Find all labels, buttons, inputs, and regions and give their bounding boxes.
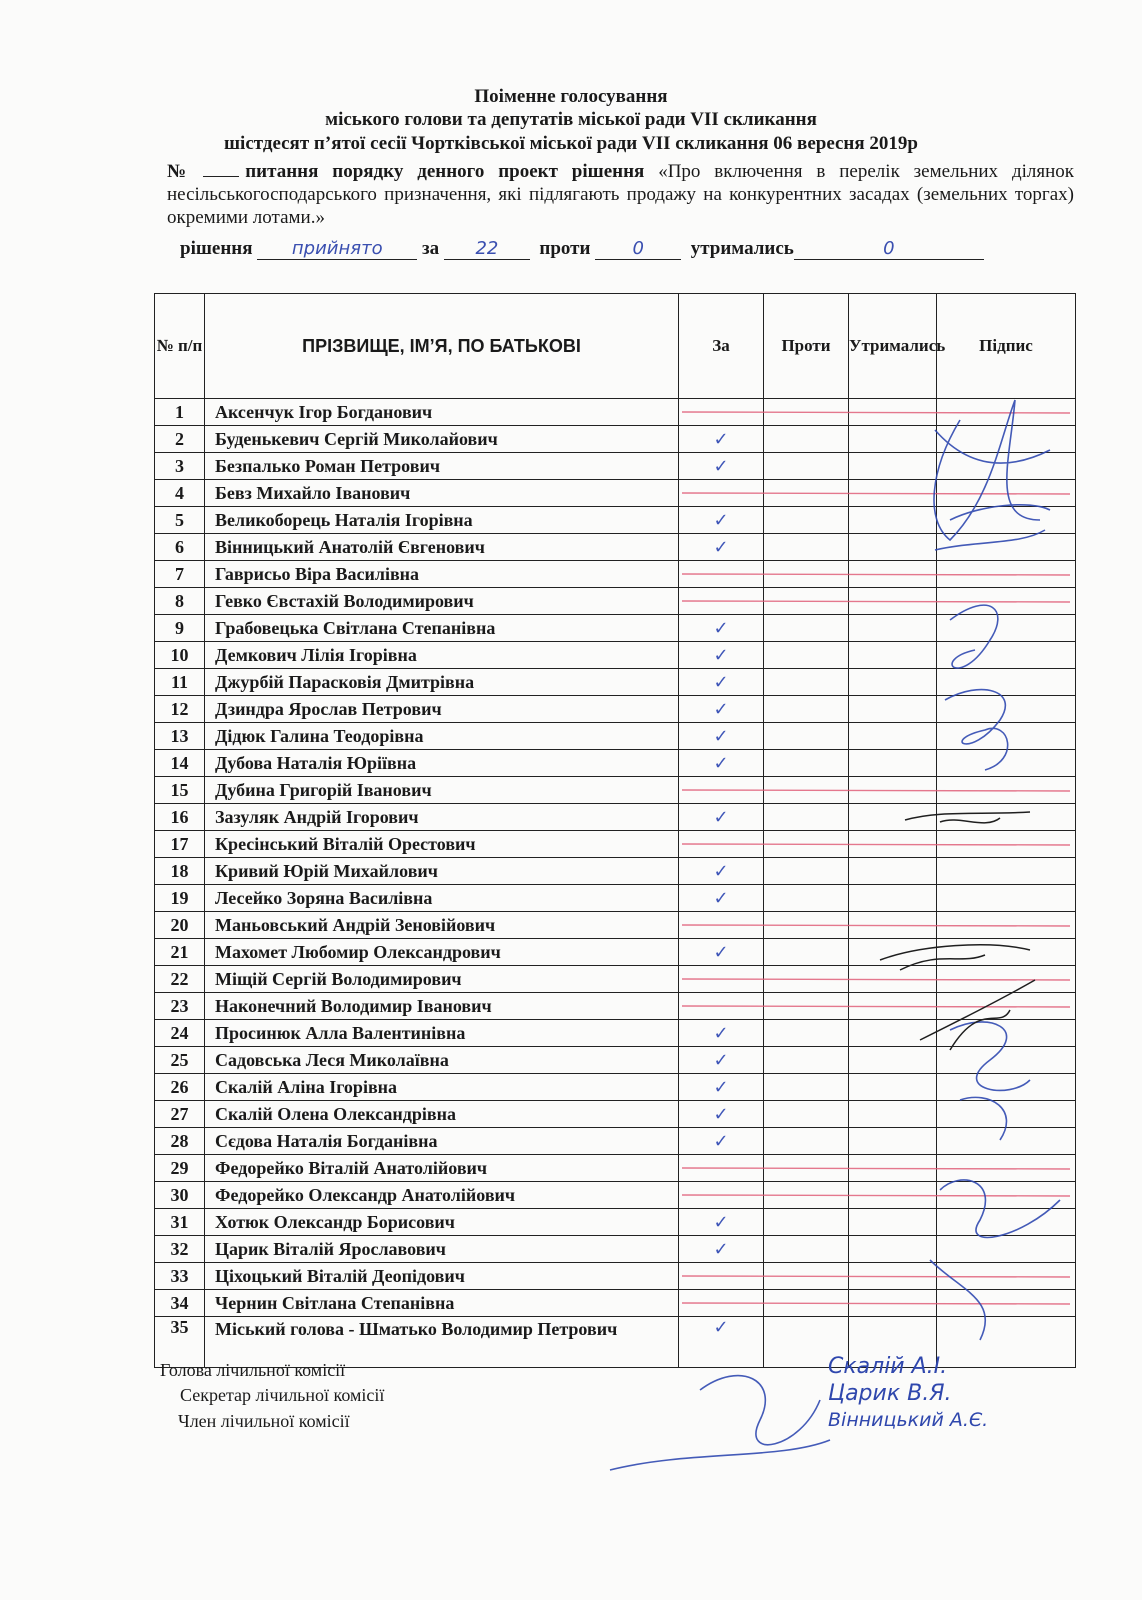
session-line: шістдесят п’ятої сесії Чортківської міської ради VII скликання 06 вересня 2019р [224, 133, 918, 154]
row-number: 32 [155, 1236, 205, 1263]
row-name: Скалій Олена Олександрівна [205, 1101, 679, 1128]
strike-line [682, 1303, 1070, 1304]
black-signatures [880, 812, 1035, 1050]
row-vote-for: ✓ [679, 453, 764, 480]
header-name: ПРІЗВИЩЕ, ІМ’Я, ПО БАТЬКОВІ [205, 294, 679, 399]
row-vote-for: ✓ [679, 696, 764, 723]
row-name: Наконечний Володимир Іванович [205, 993, 679, 1020]
row-number: 29 [155, 1155, 205, 1182]
signature-scribble-2 [935, 505, 1050, 550]
secretary-label: Секретар лічильної комісії [180, 1385, 385, 1405]
row-vote-for: ✓ [679, 804, 764, 831]
header-abstain: Утримались [849, 294, 937, 399]
row-vote-for: ✓ [679, 1074, 764, 1101]
row-name: Дубина Григорій Іванович [205, 777, 679, 804]
chair-name: Скалій А.І. [828, 1354, 948, 1379]
row-name: Скалій Аліна Ігорівна [205, 1074, 679, 1101]
row-name: Бевз Михайло Іванович [205, 480, 679, 507]
question-number-label: № [167, 161, 196, 182]
doc-title: Поіменне голосування [474, 86, 668, 107]
row-number: 4 [155, 480, 205, 507]
strike-line [682, 979, 1070, 980]
row-vote-for: ✓ [679, 426, 764, 453]
row-name: Дідюк Галина Теодорівна [205, 723, 679, 750]
question-label: питання порядку денного проект рішення [245, 161, 645, 182]
row-name: Демкович Лілія Ігорівна [205, 642, 679, 669]
header-num: № п/п [155, 294, 205, 399]
header-against: Проти [764, 294, 849, 399]
row-name: Ціхоцький Віталій Деопідович [205, 1263, 679, 1290]
row-name: Садовська Леся Миколаївна [205, 1047, 679, 1074]
row-number: 5 [155, 507, 205, 534]
row-vote-for: ✓ [679, 1020, 764, 1047]
row-number: 1 [155, 399, 205, 426]
row-number: 12 [155, 696, 205, 723]
strike-line [682, 925, 1070, 926]
row-number: 27 [155, 1101, 205, 1128]
row-number: 22 [155, 966, 205, 993]
strike-line [682, 1276, 1070, 1277]
row-name: Гаврисьо Віра Василівна [205, 561, 679, 588]
row-number: 14 [155, 750, 205, 777]
row-number: 28 [155, 1128, 205, 1155]
secretary-name: Царик В.Я. [828, 1381, 952, 1406]
row-vote-for: ✓ [679, 885, 764, 912]
row-vote-for: ✓ [679, 534, 764, 561]
for-count: 22 [444, 238, 530, 260]
row-name: Чернин Світлана Степанівна [205, 1290, 679, 1317]
row-name: Махомет Любомир Олександрович [205, 939, 679, 966]
row-number: 24 [155, 1020, 205, 1047]
row-vote-for: ✓ [679, 1101, 764, 1128]
row-number: 7 [155, 561, 205, 588]
row-vote-for: ✓ [679, 1209, 764, 1236]
black-signature-1 [905, 812, 1030, 823]
row-vote-for: ✓ [679, 750, 764, 777]
row-number: 3 [155, 453, 205, 480]
row-number: 6 [155, 534, 205, 561]
signature-scribble-3 [945, 605, 1008, 770]
row-name: Джурбій Парасковія Дмитрівна [205, 669, 679, 696]
row-name: Дзиндра Ярослав Петрович [205, 696, 679, 723]
row-number: 23 [155, 993, 205, 1020]
row-number: 26 [155, 1074, 205, 1101]
strike-line [682, 1006, 1070, 1007]
row-number: 19 [155, 885, 205, 912]
row-vote-for: ✓ [679, 1047, 764, 1074]
row-name: Маньовський Андрій Зеновійович [205, 912, 679, 939]
strike-line [682, 1195, 1070, 1196]
row-number: 17 [155, 831, 205, 858]
member-name: Вінницький А.Є. [828, 1409, 989, 1431]
decision-value: прийнято [257, 238, 417, 260]
signature-scribbles [610, 400, 1060, 1470]
row-vote-for: ✓ [679, 507, 764, 534]
row-name: Федорейко Олександр Анатолійович [205, 1182, 679, 1209]
against-count: 0 [595, 238, 681, 260]
row-name: Дубова Наталія Юріївна [205, 750, 679, 777]
row-name: Буденькевич Сергій Миколайович [205, 426, 679, 453]
row-number: 30 [155, 1182, 205, 1209]
row-vote-for: ✓ [679, 858, 764, 885]
row-name: Грабовецька Світлана Степанівна [205, 615, 679, 642]
row-number: 9 [155, 615, 205, 642]
abstain-label: утримались [690, 238, 794, 259]
row-vote-for: ✓ [679, 939, 764, 966]
row-number: 20 [155, 912, 205, 939]
row-number: 10 [155, 642, 205, 669]
row-name: Гевко Євстахій Володимирович [205, 588, 679, 615]
signature-scribble-5 [930, 1180, 1060, 1340]
for-label: за [422, 238, 440, 259]
member-label: Член лічильної комісії [178, 1411, 350, 1431]
row-vote-for: ✓ [679, 1236, 764, 1263]
row-vote-for: ✓ [679, 615, 764, 642]
row-name: Міський голова - Шматько Володимир Петрович [205, 1317, 679, 1368]
strike-line [682, 493, 1070, 494]
black-signature-3 [920, 980, 1035, 1050]
question-text: «Про включення в перелік земельних ділянок несільськогосподарського призначення, які підлягають продажу на конкурентних засадах (земельних торгах) окремими лотами.» [167, 161, 1075, 228]
row-number: 13 [155, 723, 205, 750]
strike-line [682, 412, 1070, 413]
row-name: Хотюк Олександр Борисович [205, 1209, 679, 1236]
row-name: Сєдова Наталія Богданівна [205, 1128, 679, 1155]
row-number: 25 [155, 1047, 205, 1074]
signature-scribble-6 [610, 1376, 830, 1470]
chair-label: Голова лічильної комісії [160, 1360, 346, 1380]
row-name: Вінницький Анатолій Євгенович [205, 534, 679, 561]
strike-line [682, 844, 1070, 845]
strike-line [682, 574, 1070, 575]
strike-line [682, 601, 1070, 602]
row-number: 31 [155, 1209, 205, 1236]
row-number: 11 [155, 669, 205, 696]
strike-lines [682, 412, 1070, 1304]
doc-subtitle: міського голови та депутатів міської ради VII скликання [325, 109, 817, 130]
row-name: Кресінський Віталій Орестович [205, 831, 679, 858]
row-name: Лесейко Зоряна Василівна [205, 885, 679, 912]
row-vote-for: ✓ [679, 1128, 764, 1155]
row-number: 35 [155, 1317, 205, 1368]
row-name: Аксенчук Ігор Богданович [205, 399, 679, 426]
row-name: Зазуляк Андрій Ігорович [205, 804, 679, 831]
row-vote-for: ✓ [679, 1317, 764, 1368]
against-label: проти [539, 238, 591, 259]
row-vote-for: ✓ [679, 642, 764, 669]
abstain-count: 0 [794, 238, 984, 260]
row-vote-for: ✓ [679, 723, 764, 750]
row-name: Просинюк Алла Валентинівна [205, 1020, 679, 1047]
row-name: Федорейко Віталій Анатолійович [205, 1155, 679, 1182]
row-name: Міщій Сергій Володимирович [205, 966, 679, 993]
black-signature-2 [880, 945, 1030, 970]
row-number: 2 [155, 426, 205, 453]
row-number: 18 [155, 858, 205, 885]
row-number: 34 [155, 1290, 205, 1317]
strike-line [682, 790, 1070, 791]
row-number: 15 [155, 777, 205, 804]
row-name: Безпалько Роман Петрович [205, 453, 679, 480]
decision-label: рішення [180, 238, 253, 259]
header-for: За [679, 294, 764, 399]
row-number: 33 [155, 1263, 205, 1290]
signature-scribble-4 [950, 1022, 1030, 1140]
strike-line [682, 1168, 1070, 1169]
row-name: Царик Віталій Ярославович [205, 1236, 679, 1263]
header-signature: Підпис [937, 294, 1076, 399]
row-number: 21 [155, 939, 205, 966]
row-name: Великоборець Наталія Ігорівна [205, 507, 679, 534]
row-number: 8 [155, 588, 205, 615]
row-name: Кривий Юрій Михайлович [205, 858, 679, 885]
row-vote-for: ✓ [679, 669, 764, 696]
row-number: 16 [155, 804, 205, 831]
